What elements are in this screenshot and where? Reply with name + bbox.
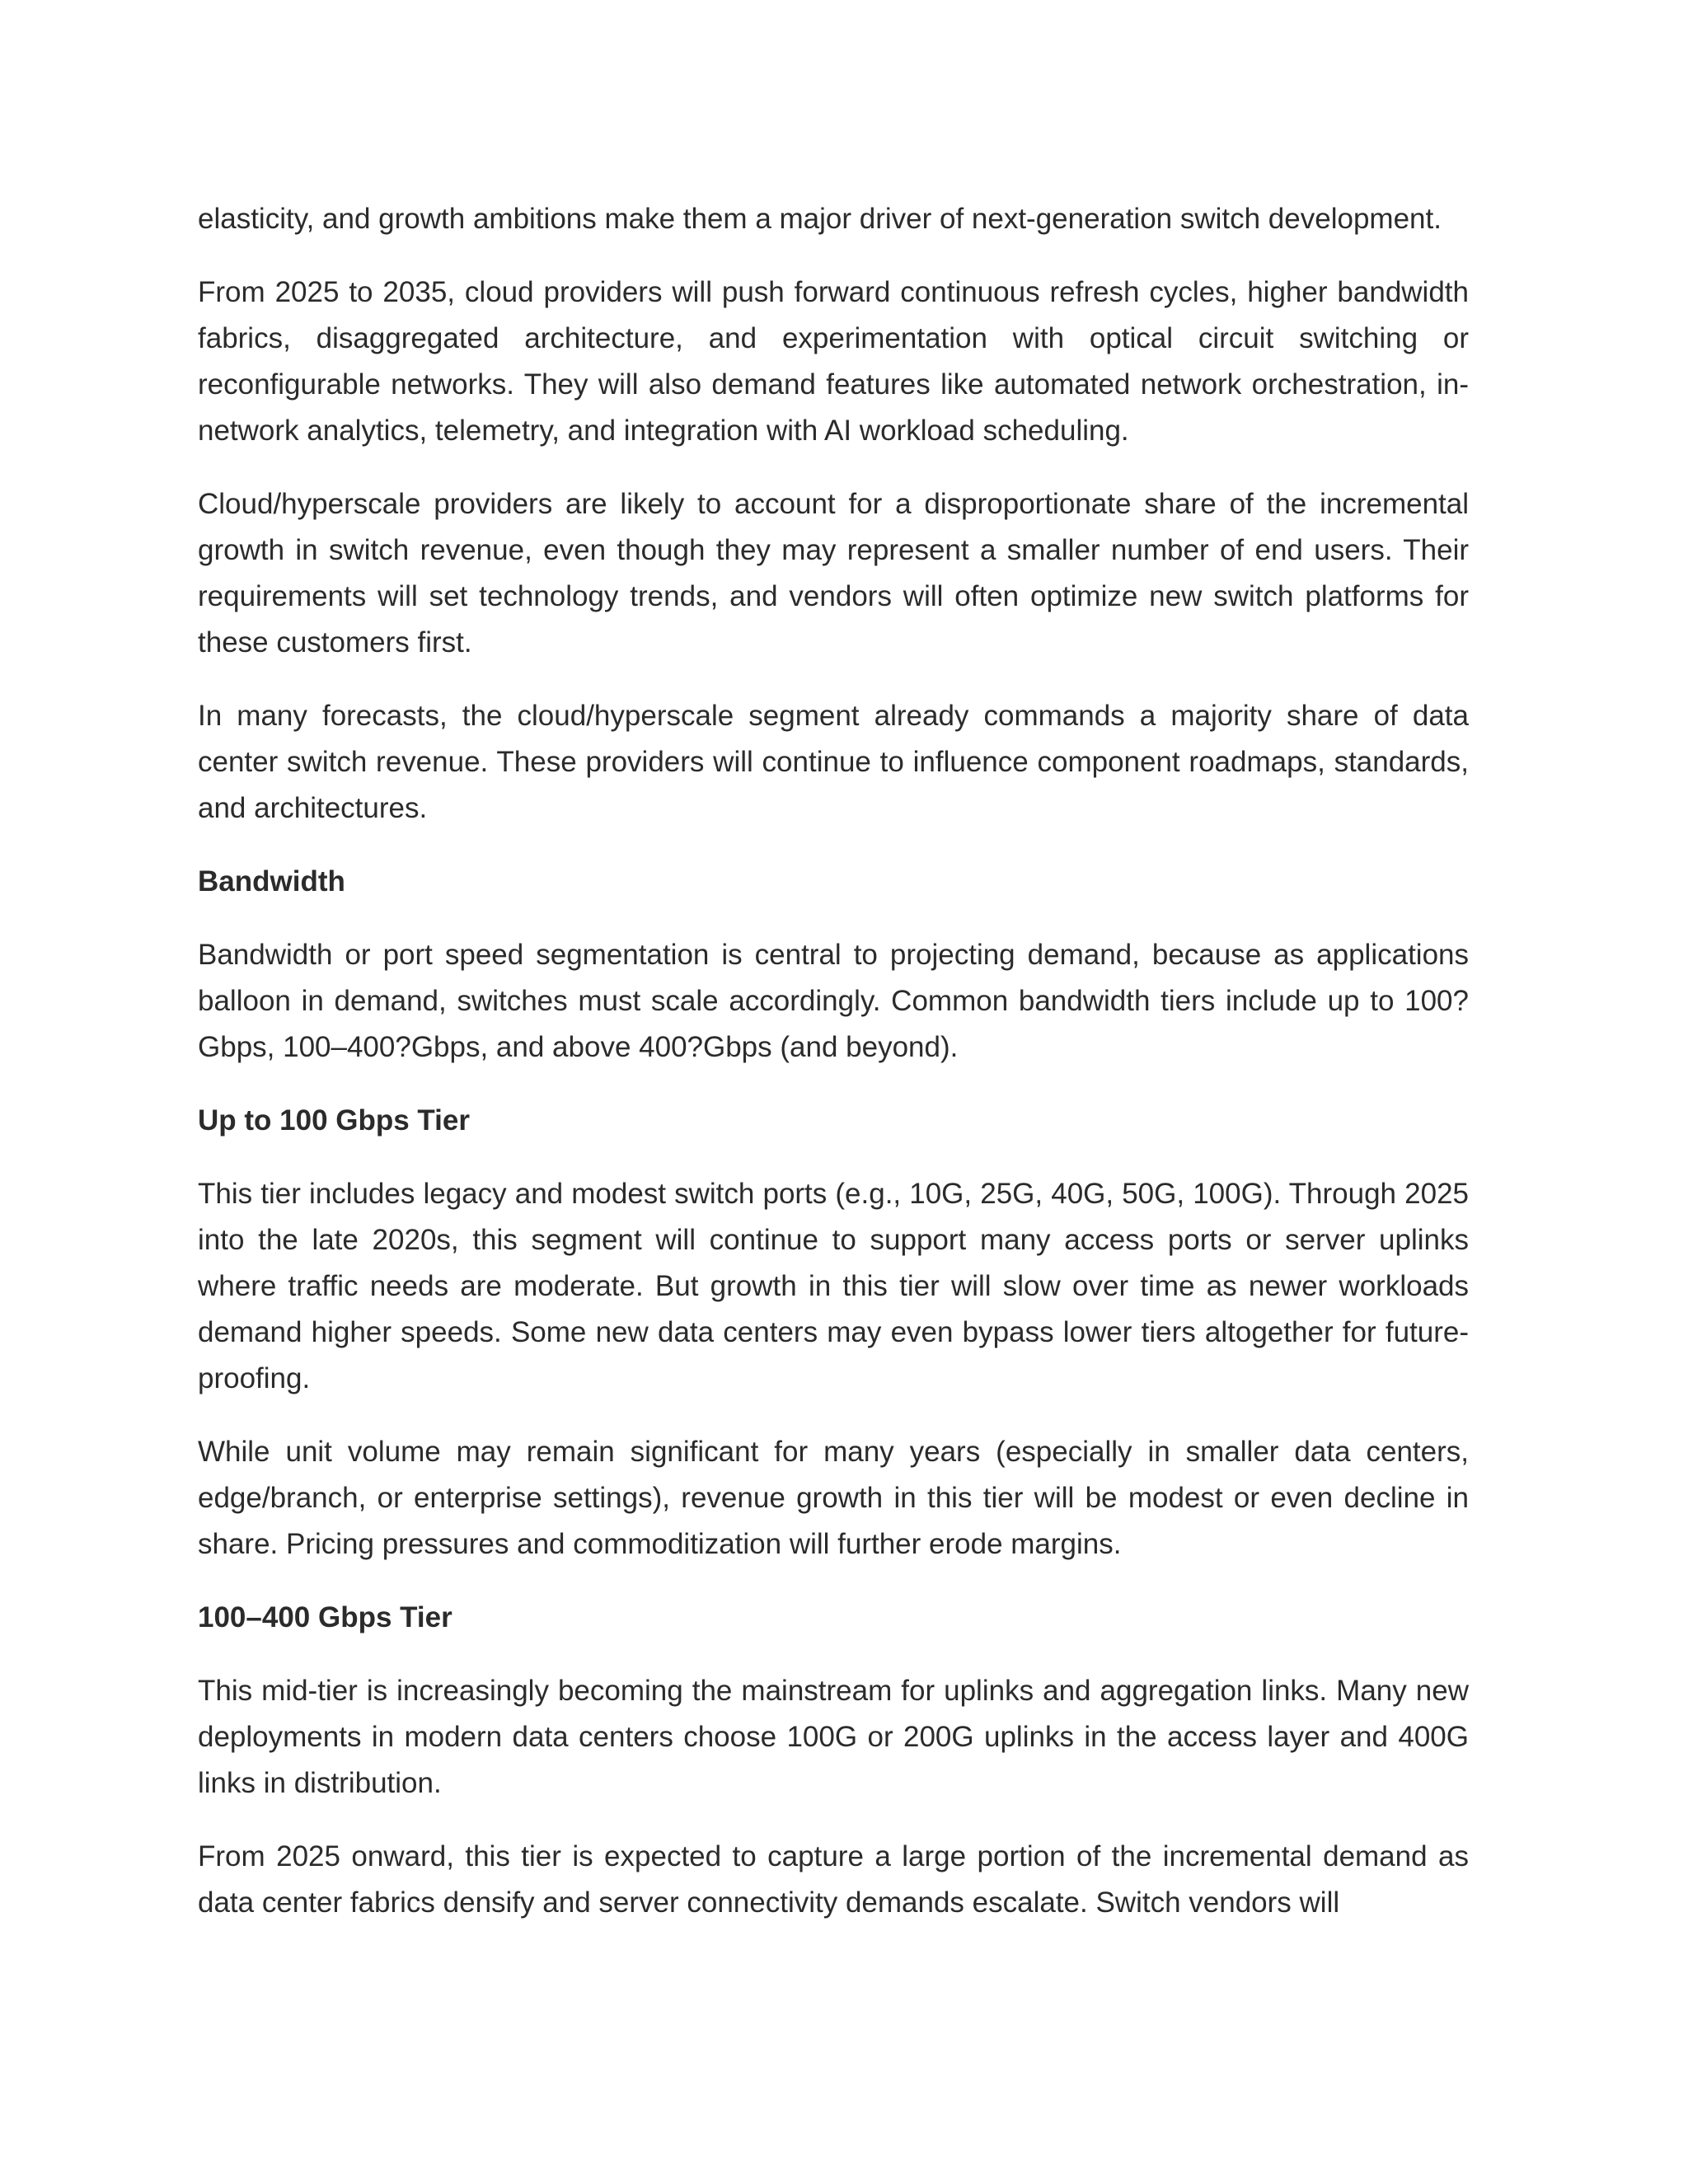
paragraph: Cloud/hyperscale providers are likely to account for a disproportionate share of the incremental growth in switch revenue, even though they may represent a smaller number of end users. Their requirements will set technology trends, and vendors will often optimize new switch platforms for these customers first. — [198, 488, 1469, 658]
section-heading-100-400-gbps: 100–400 Gbps Tier — [198, 1601, 452, 1633]
paragraph: In many forecasts, the cloud/hyperscale segment already commands a majority share of data center switch revenue. These providers will continue to influence component roadmaps, standards, and architectures. — [198, 700, 1469, 824]
paragraph: From 2025 onward, this tier is expected to capture a large portion of the incremental demand as data center fabrics densify and server connectivity demands escalate. Switch vendors will — [198, 1840, 1469, 1919]
paragraph: This tier includes legacy and modest switch ports (e.g., 10G, 25G, 40G, 50G, 100G). Through 2025 into the late 2020s, this segment will continue to support many access ports or server uplinks where traffic needs are moderate. But growth in this tier will slow over time as newer workloads demand higher speeds. Some new data centers may even bypass lower tiers altogether for future-proofing. — [198, 1178, 1469, 1394]
document-body — [198, 196, 1469, 1953]
paragraph: elasticity, and growth ambitions make them a major driver of next-generation switch development. — [198, 203, 1442, 235]
paragraph: From 2025 to 2035, cloud providers will push forward continuous refresh cycles, higher bandwidth fabrics, disaggregated architecture, and experimentation with optical circuit switching or reconfigurable networks. They will also demand features like automated network orchestration, in-network analytics, telemetry, and integration with AI workload scheduling. — [198, 276, 1469, 447]
section-heading-bandwidth: Bandwidth — [198, 865, 345, 898]
paragraph: This mid-tier is increasingly becoming the mainstream for uplinks and aggregation links. Many new deployments in modern data centers choose 100G or 200G uplinks in the access layer and 400G links in distribution. — [198, 1675, 1469, 1799]
paragraph: Bandwidth or port speed segmentation is central to projecting demand, because as applications balloon in demand, switches must scale accordingly. Common bandwidth tiers include up to 100?Gbps, 100–400?Gbps, and above 400?Gbps (and beyond). — [198, 939, 1469, 1063]
section-heading-up-to-100-gbps: Up to 100 Gbps Tier — [198, 1104, 470, 1137]
paragraph: While unit volume may remain significant for many years (especially in smaller data centers, edge/branch, or enterprise settings), revenue growth in this tier will be modest or even decline in share. Pricing pressures and commoditization will further erode margins. — [198, 1436, 1469, 1560]
